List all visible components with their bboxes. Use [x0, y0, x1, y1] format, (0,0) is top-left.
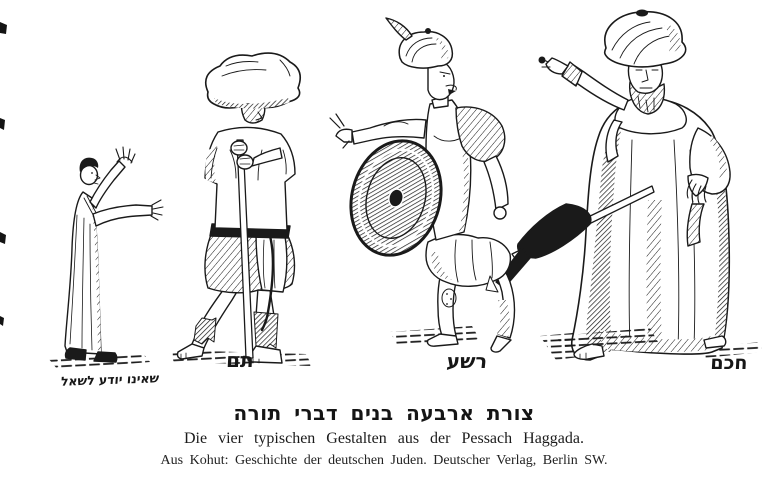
figure-son-who-cannot-ask — [48, 147, 163, 370]
label-tam: תם — [225, 348, 255, 372]
figure-wise-son — [539, 10, 763, 361]
label-she-eino-yodea-lishol: שאינו יודע לשאל — [60, 370, 160, 389]
source-caption: Aus Kohut: Geschichte der deutschen Juden. Deutscher Verlag, Berlin SW. — [160, 453, 608, 468]
label-rasha: רשע — [445, 349, 489, 373]
label-chacham: חכם — [709, 352, 749, 374]
hebrew-title: צורת ארבעה בנים דברי תורה — [233, 401, 535, 425]
german-caption: Die vier typischen Gestalten aus der Pessach Haggada. — [184, 430, 584, 447]
figure-simple-son — [168, 53, 312, 366]
scan-artifacts — [0, 22, 7, 326]
